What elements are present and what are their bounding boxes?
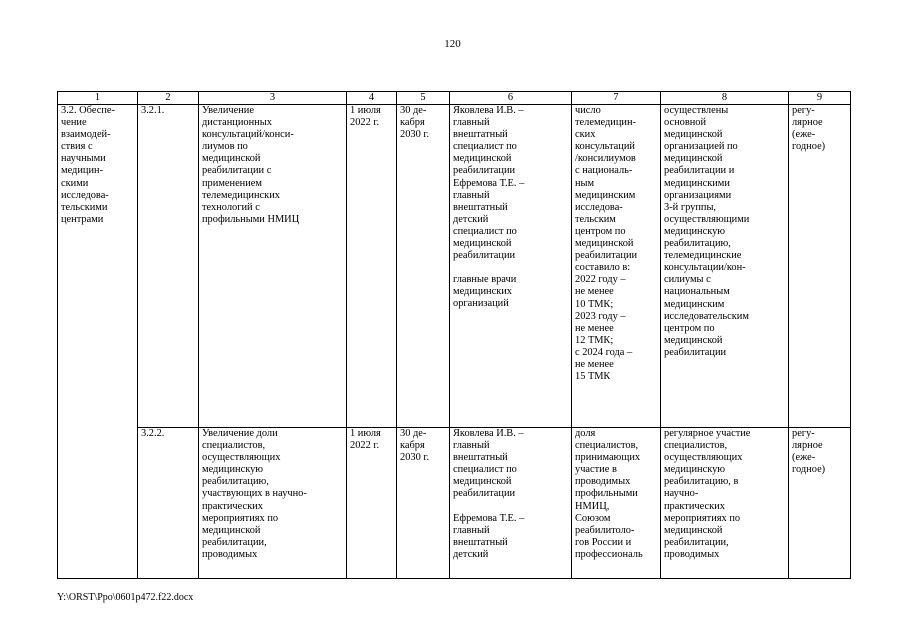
text-line: реабилитации и <box>664 165 735 177</box>
text-line: скими <box>61 177 89 189</box>
text-line: реабилитации <box>453 250 516 262</box>
text-line: реабилитации <box>453 488 516 500</box>
text-line: осуществляющих <box>664 452 743 464</box>
text-line: научно- <box>664 488 699 500</box>
text-line: телемедицинских <box>202 189 280 201</box>
table-row <box>58 428 851 579</box>
header-cell-4: 4 <box>347 92 397 105</box>
text-line: медицинскими <box>664 177 730 189</box>
text-line: специалистов, <box>664 440 728 452</box>
text-line: мероприятиях по <box>202 512 279 524</box>
plan-table <box>57 91 851 579</box>
text-line: медицинской <box>664 129 723 141</box>
text-line: телемедицин- <box>575 117 636 129</box>
text-line: организаций <box>453 298 509 310</box>
text-line: 1 июля <box>350 105 381 116</box>
header-cell-5: 5 <box>397 92 450 105</box>
responsible-cell <box>450 428 572 579</box>
frequency-cell <box>789 428 851 579</box>
text-line: Ефремова Т.Е. – <box>453 177 525 189</box>
header-cell-9: 9 <box>789 92 851 105</box>
text-line: Увеличение доли <box>202 428 278 439</box>
text-line: главный <box>453 117 490 129</box>
text-line: Ефремова Т.Е. – <box>453 512 525 524</box>
text-line: 3-й группы, <box>664 201 717 213</box>
text-line: гов России и <box>575 536 632 548</box>
text-line: 12 ТМК; <box>575 334 614 346</box>
text-line: чение <box>61 117 87 129</box>
text-line: лярное <box>792 440 823 452</box>
item-number-cell: 3.2.1. <box>138 105 199 428</box>
text-line: 2022 году – <box>575 274 626 286</box>
text-line: специалист по <box>453 225 517 237</box>
text-line: составило в: <box>575 262 631 274</box>
text-line: ских <box>575 129 596 141</box>
text-line: не менее <box>575 286 614 298</box>
text-line: консультации/кон- <box>664 262 746 274</box>
text-line: реабилитацию, <box>664 238 731 250</box>
text-line: медицинским <box>575 189 636 201</box>
text-line: годное) <box>792 464 826 476</box>
text-line: главный <box>453 189 490 201</box>
text-line: реабилитации <box>664 346 727 358</box>
text-line: число <box>575 105 601 116</box>
text-line: центром по <box>575 225 626 237</box>
text-line: реабилитации, <box>664 536 729 548</box>
text-line: консультаций <box>575 141 635 153</box>
responsible-cell <box>450 105 572 428</box>
text-line: тельским <box>575 213 616 225</box>
text-line: реабилитации <box>575 250 638 262</box>
text-line: реабилитацию, <box>202 476 269 488</box>
end-date-cell <box>397 105 450 428</box>
text-line: детский <box>453 548 489 560</box>
text-line: реабилитацию, в <box>664 476 739 488</box>
text-line: Увеличение <box>202 105 254 116</box>
header-cell-6: 6 <box>450 92 572 105</box>
text-line: осуществляющими <box>664 213 750 225</box>
text-line: лиумов по <box>202 141 248 153</box>
text-line: 2022 г. <box>350 440 380 452</box>
text-line: медицинскую <box>664 464 726 476</box>
text-line: проводимых <box>202 548 258 560</box>
text-line: с националь- <box>575 165 633 177</box>
page-number: 120 <box>444 38 461 50</box>
text-line: специалистов, <box>575 440 639 452</box>
frequency-cell <box>789 105 851 428</box>
start-date-cell <box>347 428 397 579</box>
text-line: ствия с <box>61 141 93 153</box>
text-line: кабря <box>400 117 425 129</box>
section-title-cell <box>58 105 138 579</box>
result-cell <box>661 428 789 579</box>
text-line: медицинской <box>664 334 723 346</box>
text-line: консультаций/конси- <box>202 129 294 141</box>
text-line: регу- <box>792 428 815 439</box>
text-line: главные врачи <box>453 274 517 286</box>
text-line: исследовательским <box>664 310 749 322</box>
text-line: реабилитации <box>453 165 516 177</box>
start-date-cell <box>347 105 397 428</box>
text-line: 30 де- <box>400 428 427 439</box>
end-date-cell <box>397 428 450 579</box>
text-line: медицинской <box>664 524 723 536</box>
text-line: принимающих <box>575 452 641 464</box>
text-line: главный <box>453 524 490 536</box>
text-line: проводимых <box>664 548 720 560</box>
text-line: (еже- <box>792 452 816 464</box>
text-line: 10 ТМК; <box>575 298 614 310</box>
text-line: (еже- <box>792 129 816 141</box>
text-line: центрами <box>61 213 104 225</box>
text-line: практических <box>664 500 725 512</box>
text-line: медицинской <box>664 153 723 165</box>
text-line: регу- <box>792 105 815 116</box>
header-cell-2: 2 <box>138 92 199 105</box>
text-line: организацией по <box>664 141 738 153</box>
text-line: медицинских <box>453 286 512 298</box>
text-line: с 2024 года – <box>575 346 633 358</box>
text-line: национальным <box>664 286 730 298</box>
text-line: 2030 г. <box>400 129 430 141</box>
header-row <box>58 92 851 105</box>
text-line: основной <box>664 117 707 129</box>
text-line: главный <box>453 440 490 452</box>
text-line: ным <box>575 177 595 189</box>
text-line: мероприятиях по <box>664 512 741 524</box>
text-line: медицин- <box>61 165 104 177</box>
text-line: 1 июля <box>350 428 381 439</box>
measure-cell <box>199 105 347 428</box>
text-line: специалист по <box>453 141 517 153</box>
text-line: специалист по <box>453 464 517 476</box>
text-line: кабря <box>400 440 425 452</box>
text-line: центром по <box>664 322 715 334</box>
text-line: НМИЦ, <box>575 500 610 512</box>
measure-cell <box>199 428 347 579</box>
text-line: реабилитации, <box>202 536 267 548</box>
text-line: медицинской <box>453 238 512 250</box>
text-line: детский <box>453 213 489 225</box>
text-line: доля <box>575 428 596 439</box>
text-line: технологий с <box>202 201 260 213</box>
text-line: медицинскую <box>202 464 264 476</box>
text-line: осуществляющих <box>202 452 281 464</box>
text-line: внештатный <box>453 452 508 464</box>
text-line: медицинским <box>664 298 725 310</box>
text-line: не менее <box>575 322 614 334</box>
text-line: 2022 г. <box>350 117 380 129</box>
text-line: регулярное участие <box>664 428 751 439</box>
header-cell-1: 1 <box>58 92 138 105</box>
text-line: участвующих в научно- <box>202 488 307 500</box>
header-cell-3: 3 <box>199 92 347 105</box>
text-line: годное) <box>792 141 826 153</box>
text-line: внештатный <box>453 536 508 548</box>
text-line: медицинской <box>453 153 512 165</box>
text-line: 2030 г. <box>400 452 430 464</box>
text-line: медицинской <box>575 238 634 250</box>
indicator-cell <box>572 428 661 579</box>
text-line: лярное <box>792 117 823 129</box>
text-line: специалистов, <box>202 440 266 452</box>
text-line: профессиональ <box>575 548 643 560</box>
text-line: медицинскую <box>664 225 726 237</box>
text-line: не менее <box>575 358 614 370</box>
text-line: дистанционных <box>202 117 272 129</box>
header-cell-8: 8 <box>661 92 789 105</box>
text-line: 15 ТМК <box>575 371 611 383</box>
text-line: профильными НМИЦ <box>202 213 300 225</box>
text-line: внештатный <box>453 129 508 141</box>
text-line: практических <box>202 500 263 512</box>
text-line: 3.2. Обеспе- <box>61 105 115 116</box>
text-line: взаимодей- <box>61 129 111 141</box>
text-line: медицинской <box>202 524 261 536</box>
text-line: тельскими <box>61 201 108 213</box>
text-line: силиумы с <box>664 274 711 286</box>
footer-file-path: Y:\ORST\Ppo\0601p472.f22.docx <box>57 592 194 603</box>
text-line: внештатный <box>453 201 508 213</box>
indicator-cell <box>572 105 661 428</box>
item-number-cell: 3.2.2. <box>138 428 199 579</box>
text-line: применением <box>202 177 262 189</box>
text-line: Яковлева И.В. – <box>453 428 524 439</box>
text-line: проводимых <box>575 476 631 488</box>
table-row <box>58 105 851 428</box>
text-line: исследова- <box>575 201 623 213</box>
text-line: организациями <box>664 189 732 201</box>
text-line: 2023 году – <box>575 310 626 322</box>
text-line: медицинской <box>202 153 261 165</box>
text-line: телемедицинские <box>664 250 742 262</box>
header-cell-7: 7 <box>572 92 661 105</box>
text-line: исследова- <box>61 189 109 201</box>
text-line: участие в <box>575 464 617 476</box>
text-line: медицинской <box>453 476 512 488</box>
text-line: реабилитоло- <box>575 524 635 536</box>
text-line: Союзом <box>575 512 611 524</box>
result-cell <box>661 105 789 428</box>
text-line: осуществлены <box>664 105 729 116</box>
text-line: профильными <box>575 488 638 500</box>
text-line: реабилитации с <box>202 165 272 177</box>
text-line: 30 де- <box>400 105 427 116</box>
text-line: научными <box>61 153 106 165</box>
text-line: Яковлева И.В. – <box>453 105 524 116</box>
text-line: /консилиумов <box>575 153 636 165</box>
